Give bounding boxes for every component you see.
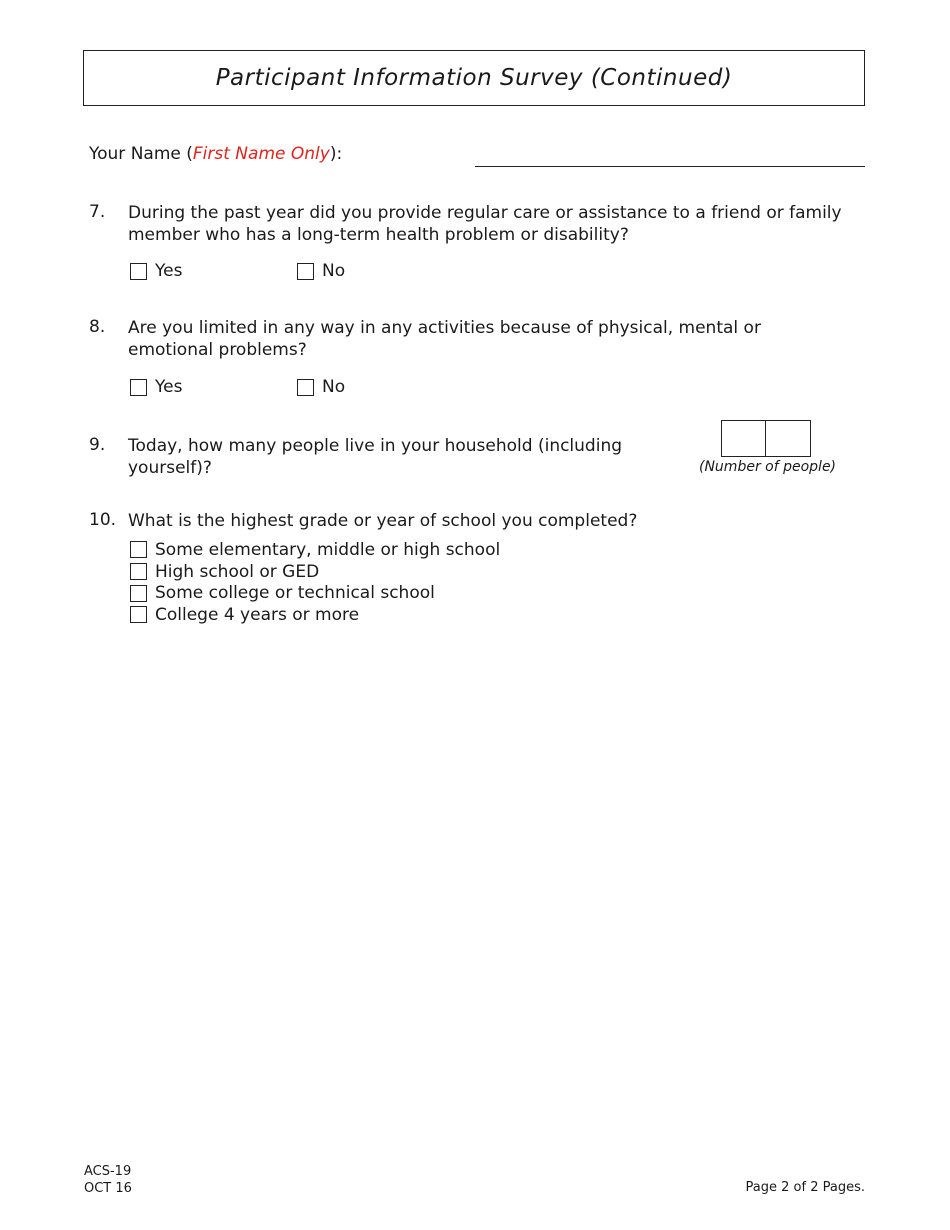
page-title: Participant Information Survey (Continued) bbox=[215, 65, 733, 91]
q7-yes-label: Yes bbox=[155, 261, 183, 281]
q7-yes-checkbox[interactable] bbox=[130, 263, 147, 280]
form-date: OCT 16 bbox=[84, 1181, 132, 1196]
q7-no-checkbox[interactable] bbox=[297, 263, 314, 280]
edu-some-college-label: Some college or technical school bbox=[155, 583, 435, 604]
q7-yes-option[interactable] bbox=[130, 261, 182, 281]
question-10-text: What is the highest grade or year of school you completed? bbox=[128, 511, 638, 531]
q8-yes-option[interactable] bbox=[130, 377, 182, 397]
q8-yes-label: Yes bbox=[155, 377, 183, 397]
question-7-number: 7. bbox=[89, 202, 106, 222]
q8-no-checkbox[interactable] bbox=[297, 379, 314, 396]
first-name-field[interactable] bbox=[475, 166, 865, 167]
household-count-digit-1[interactable] bbox=[721, 420, 766, 457]
education-options bbox=[130, 539, 500, 626]
edu-option-some-school[interactable] bbox=[130, 539, 500, 561]
edu-some-college-checkbox[interactable] bbox=[130, 585, 147, 602]
form-id bbox=[84, 1163, 132, 1197]
name-label-hint: First Name Only bbox=[192, 144, 330, 164]
question-10-number: 10. bbox=[89, 510, 117, 530]
question-7-text: During the past year did you provide regular care or assistance to a friend or family member who has a long-term health problem or disability? bbox=[128, 203, 842, 245]
edu-some-school-checkbox[interactable] bbox=[130, 541, 147, 558]
name-label bbox=[89, 144, 342, 164]
edu-option-college-4yr[interactable] bbox=[130, 604, 500, 626]
household-count-caption: (Number of people) bbox=[699, 459, 837, 475]
name-label-suffix: ): bbox=[329, 144, 343, 164]
household-count-digit-2[interactable] bbox=[766, 420, 811, 457]
form-code: ACS-19 bbox=[84, 1164, 132, 1179]
question-8-number: 8. bbox=[89, 317, 106, 337]
edu-college-4yr-checkbox[interactable] bbox=[130, 606, 147, 623]
edu-high-school-label: High school or GED bbox=[155, 561, 320, 582]
edu-option-some-college[interactable] bbox=[130, 582, 500, 604]
title-box bbox=[83, 50, 865, 106]
household-count-field bbox=[721, 420, 811, 457]
q8-no-label: No bbox=[322, 377, 346, 397]
edu-option-high-school[interactable] bbox=[130, 561, 500, 583]
q7-no-label: No bbox=[322, 261, 346, 281]
question-8-text: Are you limited in any way in any activities because of physical, mental or emotional problems? bbox=[128, 318, 761, 360]
question-9-number: 9. bbox=[89, 435, 106, 455]
q8-no-option[interactable] bbox=[297, 377, 345, 397]
edu-college-4yr-label: College 4 years or more bbox=[155, 604, 360, 625]
edu-some-school-label: Some elementary, middle or high school bbox=[155, 539, 501, 560]
q7-no-option[interactable] bbox=[297, 261, 345, 281]
question-9-text: Today, how many people live in your household (including yourself)? bbox=[128, 436, 623, 478]
name-label-prefix: Your Name ( bbox=[89, 144, 193, 164]
q8-yes-checkbox[interactable] bbox=[130, 379, 147, 396]
page-number: Page 2 of 2 Pages. bbox=[745, 1180, 865, 1195]
edu-high-school-checkbox[interactable] bbox=[130, 563, 147, 580]
